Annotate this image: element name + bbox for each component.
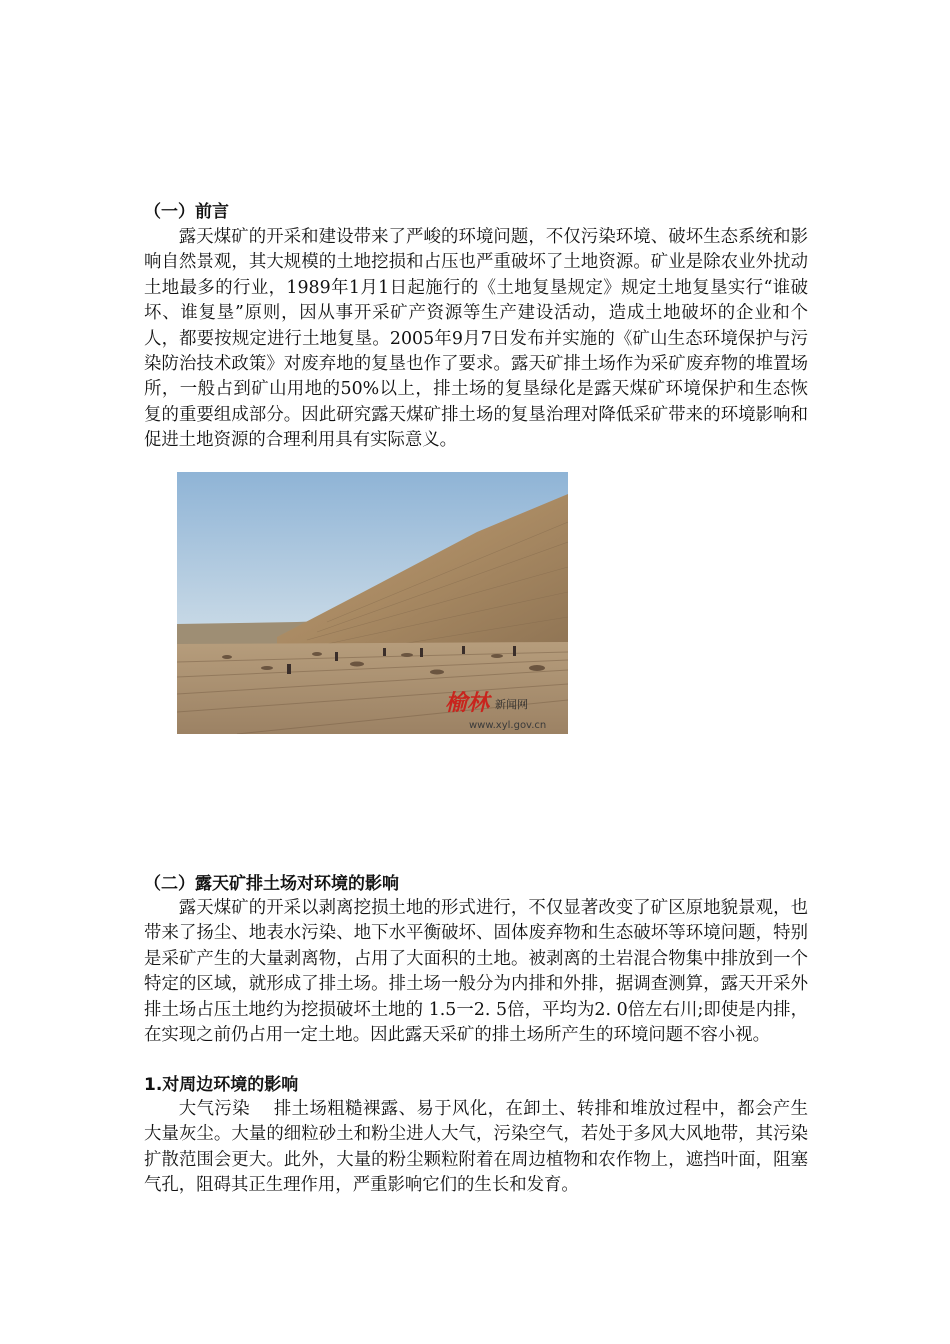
photo-illustration: [177, 472, 568, 734]
watermark-brand: 榆林: [445, 690, 490, 716]
dump-site-photo: [177, 472, 568, 734]
section-heading-environment: （二）露天矿排土场对环境的影响: [144, 874, 399, 894]
watermark-url: www.xyl.gov.cn: [469, 720, 547, 731]
environment-paragraph: 露天煤矿的开采以剥离挖损土地的形式进行，不仅显著改变了矿区原地貌景观，也带来了扬尘、地表水污染、地下水平衡破坏、固体废弃物和生态破坏等环境问题，特别是采矿产生的大量剥离物，占用了大面积的土地。被剥离的土岩混合物集中排放到一个特定的区域，就形成了排土场。排土场一般分为内排和外排，据调查测算，露天开采外排土场占压土地约为挖损破坏土地的 1.5一2. 5倍，平均为2. 0倍左右川;即使是内排，在实现之前仍占用一定土地。因此露天采矿的排土场所产生的环境问题不容小视。: [144, 898, 808, 1046]
subsection-heading-surroundings: 1.对周边环境的影响: [144, 1075, 299, 1095]
air-pollution-paragraph: 大气污染 排土场粗糙裸露、易于风化，在卸土、转排和堆放过程中，都会产生大量灰尘。大量的细粒砂土和粉尘进人大气，污染空气，若处于多风大风地带，其污染扩散范围会更大。此外，大量的粉尘颗粒附着在周边植物和农作物上，遮挡叶面，阻塞气孔，阻碍其正生理作用，严重影响它们的生长和发育。: [144, 1099, 808, 1196]
section-heading-preface: （一）前言: [144, 202, 229, 222]
watermark-site: 新闻网: [495, 698, 528, 711]
preface-paragraph: 露天煤矿的开采和建设带来了严峻的环境问题，不仅污染环境、破坏生态系统和影响自然景观，其大规模的土地挖损和占压也严重破坏了土地资源。矿业是除农业外扰动土地最多的行业，1989年1月1日起施行的《土地复垦规定》规定土地复垦实行“谁破坏、谁复垦”原则，因从事开采矿产资源等生产建设活动，造成土地破坏的企业和个人，都要按规定进行土地复垦。2005年9月7日发布并实施的《矿山生态环境保护与污染防治技术政策》对废弃地的复垦也作了要求。露天矿排土场作为采矿废弃物的堆置场所，一般占到矿山用地的50%以上，排土场的复垦绿化是露天煤矿环境保护和生态恢复的重要组成部分。因此研究露天煤矿排土场的复垦治理对降低采矿带来的环境影响和促进土地资源的合理利用具有实际意义。: [144, 227, 808, 451]
